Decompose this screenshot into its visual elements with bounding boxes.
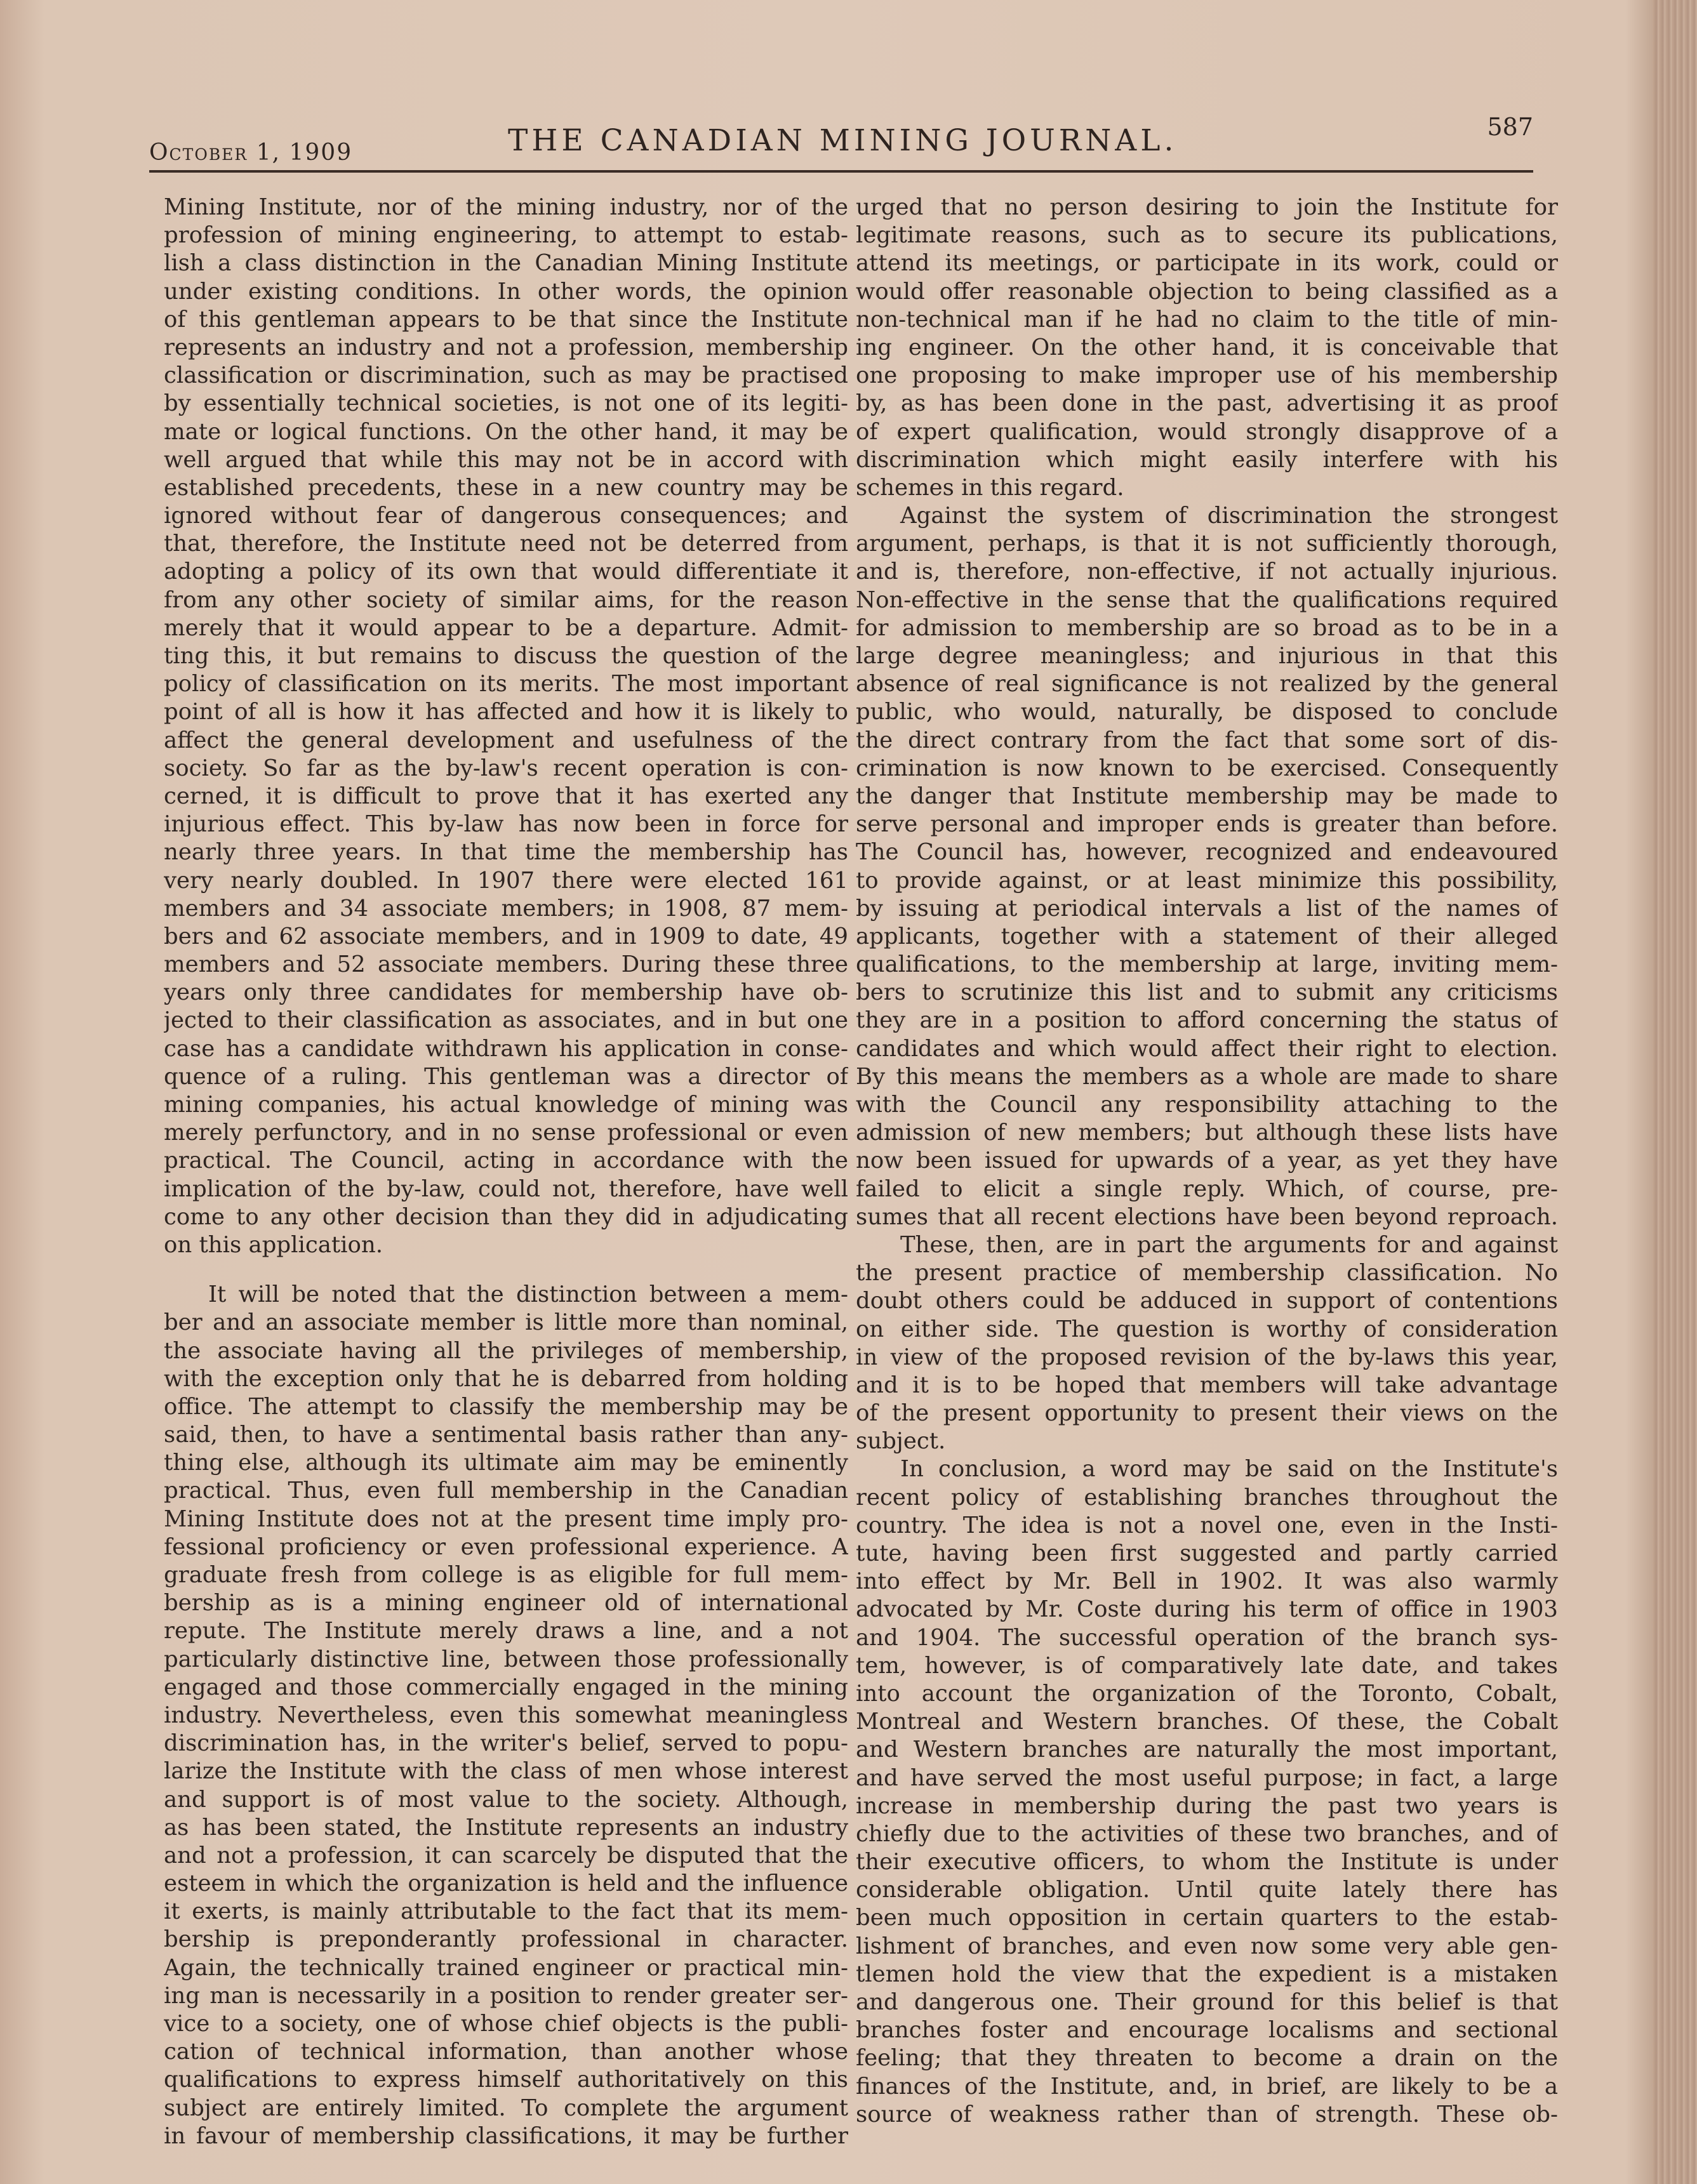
text-line: office. The attempt to classify the membership may be (164, 1393, 848, 1420)
text-line: graduate fresh from college is as eligible for full mem- (164, 1562, 848, 1588)
text-line: vice to a society, one of whose chief objects is the publi- (164, 2011, 848, 2037)
text-line: with the Council any responsibility attaching to the (856, 1092, 1558, 1118)
text-line: would offer reasonable objection to being classified as a (856, 278, 1558, 305)
text-line: on either side. The question is worthy of consideration (856, 1316, 1558, 1342)
text-line: lish a class distinction in the Canadian Mining Institute (164, 250, 848, 277)
text-line: adopting a policy of its own that would differentiate it (164, 559, 848, 585)
text-line: chiefly due to the activities of these two branches, and of (856, 1820, 1558, 1847)
text-line: case has a candidate withdrawn his application in conse- (164, 1035, 848, 1062)
text-line: argument, perhaps, is that it is not sufficiently thorough, (856, 531, 1558, 557)
text-line: qualifications, to the membership at large, inviting mem- (856, 951, 1558, 978)
text-line: fessional proficiency or even professional experience. A (164, 1533, 848, 1560)
text-line: the present practice of membership classification. No (856, 1260, 1558, 1287)
text-line: and support is of most value to the society. Although, (164, 1786, 848, 1813)
text-line: injurious effect. This by-law has now been in force for (164, 811, 848, 838)
text-line: and it is to be hoped that members will take advantage (856, 1372, 1558, 1398)
text-line: for admission to membership are so broad as to be in a (856, 614, 1558, 641)
journal-title: THE CANADIAN MINING JOURNAL. (508, 123, 1178, 158)
text-line: In conclusion, a word may be said on the Institute's (900, 1456, 1558, 1483)
text-line: increase in membership during the past two years is (856, 1792, 1558, 1819)
text-line: bers and 62 associate members, and in 1909 to date, 49 (164, 923, 848, 950)
text-line: one proposing to make improper use of his membership (856, 362, 1558, 389)
text-line: and not a profession, it can scarcely be disputed that the (164, 1842, 848, 1869)
text-line: and 1904. The successful operation of the branch sys- (856, 1624, 1558, 1651)
text-line: branches foster and encourage localisms and sectional (856, 2017, 1558, 2044)
text-line: cation of technical information, than another whose (164, 2039, 848, 2065)
text-line: into effect by Mr. Bell in 1902. It was also warmly (856, 1568, 1558, 1595)
text-line: applicants, together with a statement of their alleged (856, 923, 1558, 950)
text-line: The Council has, however, recognized and endeavoured (856, 839, 1558, 866)
text-line: ing engineer. On the other hand, it is conceivable that (856, 334, 1558, 361)
text-line: doubt others could be adduced in support of contentions (856, 1288, 1558, 1314)
text-line: subject. (856, 1428, 946, 1455)
text-line: bership is preponderantly professional in character. (164, 1926, 848, 1953)
text-line: qualifications to express himself authoritatively on this (164, 2067, 848, 2093)
text-line: It will be noted that the distinction between a mem- (208, 1281, 848, 1308)
right-text-column (856, 194, 1558, 2129)
text-line: represents an industry and not a profession, membership (164, 334, 848, 361)
text-line: members and 34 associate members; in 1908, 87 mem- (164, 895, 848, 922)
text-line: thing else, although its ultimate aim may be eminently (164, 1450, 848, 1476)
text-line: By this means the members as a whole are made to share (856, 1063, 1558, 1090)
text-line: Mining Institute, nor of the mining industry, nor of the (164, 194, 848, 220)
text-line: ignored without fear of dangerous consequences; and (164, 503, 848, 529)
text-line: failed to elicit a single reply. Which, of course, pre- (856, 1175, 1558, 1202)
text-line: merely perfunctory, and in no sense professional or even (164, 1120, 848, 1146)
text-line: years only three candidates for membership have ob- (164, 979, 848, 1006)
text-line: esteem in which the organization is held and the influence (164, 1870, 848, 1897)
text-line: urged that no person desiring to join the Institute for (856, 194, 1558, 220)
text-line: serve personal and improper ends is greater than before. (856, 811, 1558, 838)
text-line: the associate having all the privileges of membership, (164, 1337, 848, 1364)
page-number: 587 (1487, 113, 1533, 141)
text-line: attend its meetings, or participate in its work, could or (856, 250, 1558, 277)
header-rule (149, 170, 1533, 173)
text-line: it exerts, is mainly attributable to the fact that its mem- (164, 1898, 848, 1925)
text-line: of expert qualification, would strongly disapprove of a (856, 418, 1558, 445)
text-line: larize the Institute with the class of men whose interest (164, 1758, 848, 1785)
text-line: candidates and which would affect their right to election. (856, 1035, 1558, 1062)
text-line: ber and an associate member is little more than nominal, (164, 1309, 848, 1336)
text-line: that, therefore, the Institute need not be deterred from (164, 531, 848, 557)
text-line: finances of the Institute, and, in brief, are likely to be a (856, 2073, 1558, 2100)
text-line: bership as is a mining engineer old of international (164, 1590, 848, 1617)
text-line: very nearly doubled. In 1907 there were elected 161 (164, 867, 848, 894)
text-line: established precedents, these in a new country may be (164, 474, 848, 501)
text-line: absence of real significance is not realized by the general (856, 671, 1558, 698)
text-line: now been issued for upwards of a year, as yet they have (856, 1148, 1558, 1174)
text-line: tlemen hold the view that the expedient is a mistaken (856, 1961, 1558, 1987)
text-line: considerable obligation. Until quite lately there has (856, 1877, 1558, 1903)
text-line: non-technical man if he had no claim to the title of min- (856, 306, 1558, 333)
text-line: repute. The Institute merely draws a line, and a not (164, 1618, 848, 1645)
text-line: quence of a ruling. This gentleman was a director of (164, 1063, 848, 1090)
text-line: well argued that while this may not be in accord with (164, 446, 848, 473)
left-text-column (164, 194, 848, 2150)
text-line: nearly three years. In that time the membership has (164, 839, 848, 866)
text-line: admission of new members; but although these lists have (856, 1120, 1558, 1146)
text-line: sumes that all recent elections have been beyond reproach. (856, 1203, 1558, 1230)
text-line: Montreal and Western branches. Of these, the Cobalt (856, 1709, 1558, 1735)
text-line: said, then, to have a sentimental basis rather than any- (164, 1422, 848, 1448)
text-line: members and 52 associate members. During these three (164, 951, 848, 978)
paragraph-gap (164, 1259, 848, 1281)
text-line: into account the organization of the Toronto, Cobalt, (856, 1680, 1558, 1707)
text-line: come to any other decision than they did in adjudicating (164, 1203, 848, 1230)
page-header (149, 113, 1533, 170)
text-line: public, who would, naturally, be disposed to conclude (856, 699, 1558, 725)
text-line: These, then, are in part the arguments for and against (900, 1231, 1558, 1258)
text-line: by essentially technical societies, is not one of its legiti- (164, 390, 848, 417)
text-line: in favour of membership classifications, it may be further (164, 2122, 848, 2149)
text-line: of the present opportunity to present their views on the (856, 1400, 1558, 1427)
text-line: society. So far as the by-law's recent operation is con- (164, 755, 848, 781)
text-line: by issuing at periodical intervals a list of the names of (856, 895, 1558, 922)
text-line: and have served the most useful purpose; in fact, a large (856, 1764, 1558, 1791)
text-line: country. The idea is not a novel one, even in the Insti- (856, 1512, 1558, 1539)
text-line: ing man is necessarily in a position to render greater ser- (164, 1982, 848, 2009)
text-line: policy of classification on its merits. The most important (164, 671, 848, 698)
text-line: practical. Thus, even full membership in the Canadian (164, 1478, 848, 1504)
text-line: and Western branches are naturally the most important, (856, 1737, 1558, 1763)
text-line: feeling; that they threaten to become a drain on the (856, 2045, 1558, 2072)
text-line: practical. The Council, acting in accordance with the (164, 1148, 848, 1174)
text-line: implication of the by-law, could not, therefore, have well (164, 1175, 848, 1202)
issue-date: October 1, 1909 (149, 140, 353, 166)
text-line: and is, therefore, non-effective, if not actually injurious. (856, 559, 1558, 585)
text-line: industry. Nevertheless, even this somewhat meaningless (164, 1702, 848, 1728)
text-line: of this gentleman appears to be that since the Institute (164, 306, 848, 333)
text-line: large degree meaningless; and injurious in that this (856, 643, 1558, 669)
text-line: been much opposition in certain quarters to the estab- (856, 1905, 1558, 1931)
text-line: subject are entirely limited. To complete the argument (164, 2095, 848, 2121)
text-line: profession of mining engineering, to attempt to estab- (164, 222, 848, 249)
text-line: Again, the technically trained engineer or practical min- (164, 1954, 848, 1981)
text-line: they are in a position to afford concerning the status of (856, 1007, 1558, 1034)
text-line: advocated by Mr. Coste during his term of office in 1903 (856, 1596, 1558, 1623)
text-line: lishment of branches, and even now some very able gen- (856, 1933, 1558, 1959)
text-line: Non-effective in the sense that the qualifications required (856, 586, 1558, 613)
text-line: jected to their classification as associates, and in but one (164, 1007, 848, 1034)
text-line: point of all is how it has affected and how it is likely to (164, 699, 848, 725)
text-line: their executive officers, to whom the Institute is under (856, 1849, 1558, 1876)
text-line: engaged and those commercially engaged in the mining (164, 1674, 848, 1700)
text-line: affect the general development and usefulness of the (164, 727, 848, 753)
text-line: schemes in this regard. (856, 474, 1124, 501)
text-line: mining companies, his actual knowledge of mining was (164, 1092, 848, 1118)
text-line: source of weakness rather than of strength. These ob- (856, 2101, 1558, 2128)
text-line: Mining Institute does not at the present time imply pro- (164, 1506, 848, 1532)
text-line: merely that it would appear to be a departure. Admit- (164, 614, 848, 641)
text-line: under existing conditions. In other words, the opinion (164, 278, 848, 305)
text-line: cerned, it is difficult to prove that it has exerted any (164, 783, 848, 809)
text-line: by, as has been done in the past, advertising it as proof (856, 390, 1558, 417)
text-line: discrimination has, in the writer's belief, served to popu- (164, 1730, 848, 1757)
text-line: the direct contrary from the fact that some sort of dis- (856, 727, 1558, 753)
text-line: mate or logical functions. On the other hand, it may be (164, 418, 848, 445)
text-line: the danger that Institute membership may be made to (856, 783, 1558, 809)
book-page-edges (1653, 0, 1697, 2184)
text-line: particularly distinctive line, between those professionally (164, 1646, 848, 1672)
text-line: in view of the proposed revision of the by-laws this year, (856, 1344, 1558, 1370)
text-line: from any other society of similar aims, for the reason (164, 586, 848, 613)
text-line: recent policy of establishing branches throughout the (856, 1484, 1558, 1511)
text-line: Against the system of discrimination the strongest (900, 503, 1558, 529)
text-line: and dangerous one. Their ground for this belief is that (856, 1989, 1558, 2015)
text-line: classification or discrimination, such as may be practised (164, 362, 848, 389)
text-line: to provide against, or at least minimize this possibility, (856, 867, 1558, 894)
text-line: discrimination which might easily interfere with his (856, 446, 1558, 473)
text-line: bers to scrutinize this list and to submit any criticisms (856, 979, 1558, 1006)
text-line: crimination is now known to be exercised. Consequently (856, 755, 1558, 781)
text-line: ting this, it but remains to discuss the question of the (164, 643, 848, 669)
text-line: with the exception only that he is debarred from holding (164, 1365, 848, 1392)
text-line: tute, having been first suggested and partly carried (856, 1540, 1558, 1566)
text-line: legitimate reasons, such as to secure its publications, (856, 222, 1558, 249)
text-line: tem, however, is of comparatively late date, and takes (856, 1652, 1558, 1679)
text-line: on this application. (164, 1231, 383, 1258)
text-line: as has been stated, the Institute represents an industry (164, 1814, 848, 1841)
